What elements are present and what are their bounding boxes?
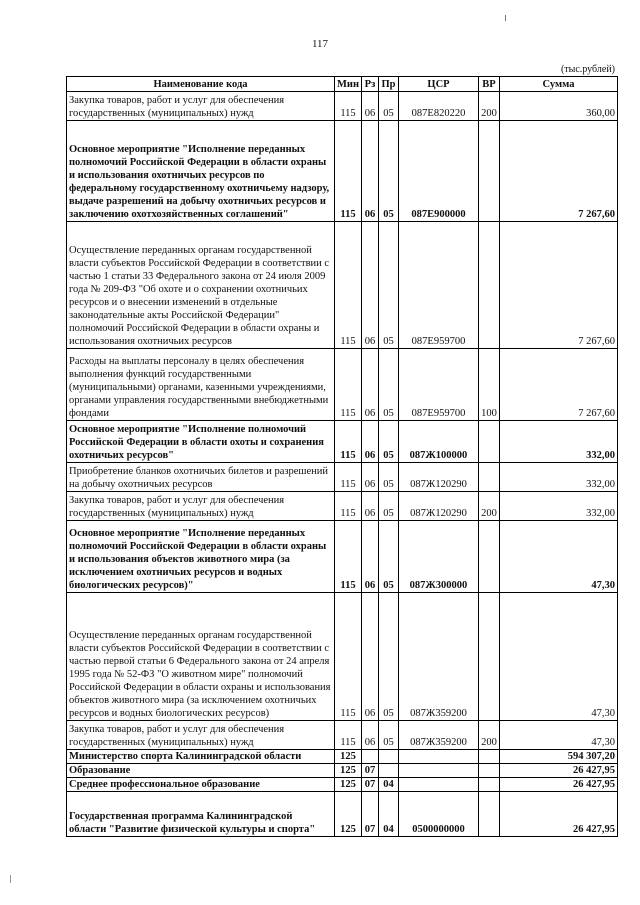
- row-csr: 087Ж359200: [399, 593, 479, 721]
- row-min: 115: [335, 492, 362, 521]
- header-vr: ВР: [479, 77, 500, 92]
- table-row: [67, 463, 618, 492]
- row-pr: 05: [379, 721, 399, 750]
- row-rz: 07: [362, 792, 379, 837]
- header-rz: Рз: [362, 77, 379, 92]
- row-csr: [399, 750, 479, 764]
- row-vr: [479, 421, 500, 463]
- row-rz: 07: [362, 764, 379, 778]
- table-row: [67, 521, 618, 593]
- scan-mark: [10, 875, 11, 883]
- row-sum: 47,30: [500, 521, 618, 593]
- row-rz: 06: [362, 593, 379, 721]
- row-sum: 7 267,60: [500, 349, 618, 421]
- row-name: Образование: [67, 764, 335, 778]
- row-min: 115: [335, 121, 362, 222]
- row-vr: 200: [479, 721, 500, 750]
- row-vr: 200: [479, 92, 500, 121]
- page-number: 117: [311, 38, 329, 50]
- row-name: Министерство спорта Калининградской области: [67, 750, 335, 764]
- row-pr: 05: [379, 521, 399, 593]
- row-csr: 087Ж120290: [399, 463, 479, 492]
- row-name: Основное мероприятие "Исполнение переданных полномочий Российской Федерации в области охраны и использования охотничьих ресурсов по федеральному государственному охотничьему надзору, выдаче разрешений на добычу охотничьих ресурсов и заключению охотхозяйственных соглашений": [67, 121, 335, 222]
- row-min: 125: [335, 750, 362, 764]
- row-sum: 332,00: [500, 492, 618, 521]
- row-sum: 47,30: [500, 721, 618, 750]
- table-row: [67, 92, 618, 121]
- row-csr: 087Ж359200: [399, 721, 479, 750]
- row-csr: 087E959700: [399, 222, 479, 349]
- row-sum: 7 267,60: [500, 222, 618, 349]
- row-name: Приобретение бланков охотничьих билетов и разрешений на добычу охотничьих ресурсов: [67, 463, 335, 492]
- row-rz: 06: [362, 421, 379, 463]
- table-row: [67, 750, 618, 764]
- row-pr: [379, 764, 399, 778]
- row-name: Осуществление переданных органам государственной власти субъектов Российской Федерации в соответствии с частью 1 статьи 33 Федерального закона от 24 июля 2009 года № 209-ФЗ "Об охоте и о сохранении охотничьих ресурсов и о внесении изменений в отдельные законодательные акты Российской Федерации" полномочий Российской Федерации в области охраны и использования охотничьих ресурсов: [67, 222, 335, 349]
- row-min: 125: [335, 778, 362, 792]
- row-pr: [379, 750, 399, 764]
- units-label: (тыс.рублей): [560, 64, 615, 75]
- row-sum: 26 427,95: [500, 778, 618, 792]
- row-vr: 200: [479, 492, 500, 521]
- row-pr: 05: [379, 92, 399, 121]
- row-sum: 594 307,20: [500, 750, 618, 764]
- row-pr: 05: [379, 421, 399, 463]
- table-header-row: [67, 77, 618, 92]
- row-rz: 06: [362, 521, 379, 593]
- row-csr: 087E900000: [399, 121, 479, 222]
- row-pr: 05: [379, 349, 399, 421]
- header-min: Мин: [335, 77, 362, 92]
- row-name: Основное мероприятие "Исполнение полномочий Российской Федерации в области охоты и сохранения охотничьих ресурсов": [67, 421, 335, 463]
- header-sum: Сумма: [500, 77, 618, 92]
- row-min: 125: [335, 792, 362, 837]
- table-row: [67, 792, 618, 837]
- row-csr: 087E820220: [399, 92, 479, 121]
- row-name: Закупка товаров, работ и услуг для обеспечения государственных (муниципальных) нужд: [67, 492, 335, 521]
- row-vr: [479, 463, 500, 492]
- table-row: [67, 222, 618, 349]
- row-min: 115: [335, 521, 362, 593]
- row-csr: 087Ж300000: [399, 521, 479, 593]
- row-csr: 087Ж100000: [399, 421, 479, 463]
- row-sum: 360,00: [500, 92, 618, 121]
- row-rz: 06: [362, 92, 379, 121]
- table-row: [67, 421, 618, 463]
- row-vr: [479, 750, 500, 764]
- table-row: [67, 121, 618, 222]
- header-pr: Пр: [379, 77, 399, 92]
- row-pr: 05: [379, 463, 399, 492]
- table-row: [67, 764, 618, 778]
- row-vr: [479, 764, 500, 778]
- row-pr: 04: [379, 778, 399, 792]
- row-rz: 06: [362, 222, 379, 349]
- row-min: 125: [335, 764, 362, 778]
- row-vr: [479, 792, 500, 837]
- row-sum: 332,00: [500, 421, 618, 463]
- row-pr: 05: [379, 121, 399, 222]
- row-vr: [479, 121, 500, 222]
- table-row: [67, 721, 618, 750]
- row-csr: 0500000000: [399, 792, 479, 837]
- table-row: [67, 349, 618, 421]
- row-pr: 05: [379, 593, 399, 721]
- row-name: Осуществление переданных органам государственной власти субъектов Российской Федерации в соответствии с частью первой статьи 6 Федерального закона от 24 апреля 1995 года № 52-ФЗ "О животном мире" полномочий Российской Федерации в области охраны и использования объектов животного мира (за исключением охотничьих ресурсов и водных биологических ресурсов): [67, 593, 335, 721]
- header-name: Наименование кода: [67, 77, 335, 92]
- row-vr: [479, 593, 500, 721]
- row-csr: 087Ж120290: [399, 492, 479, 521]
- row-rz: 07: [362, 778, 379, 792]
- row-pr: 04: [379, 792, 399, 837]
- row-min: 115: [335, 721, 362, 750]
- table-row: [67, 492, 618, 521]
- row-sum: 7 267,60: [500, 121, 618, 222]
- row-rz: 06: [362, 463, 379, 492]
- row-sum: 332,00: [500, 463, 618, 492]
- row-csr: [399, 778, 479, 792]
- row-vr: [479, 222, 500, 349]
- row-min: 115: [335, 463, 362, 492]
- budget-table: [66, 76, 618, 837]
- row-name: Закупка товаров, работ и услуг для обеспечения государственных (муниципальных) нужд: [67, 92, 335, 121]
- row-csr: [399, 764, 479, 778]
- table-row: [67, 778, 618, 792]
- row-rz: 06: [362, 349, 379, 421]
- row-vr: [479, 778, 500, 792]
- scan-mark: [505, 15, 506, 21]
- row-min: 115: [335, 92, 362, 121]
- row-name: Среднее профессиональное образование: [67, 778, 335, 792]
- row-name: Государственная программа Калининградской области "Развитие физической культуры и спорта": [67, 792, 335, 837]
- row-min: 115: [335, 421, 362, 463]
- row-sum: 26 427,95: [500, 764, 618, 778]
- row-name: Закупка товаров, работ и услуг для обеспечения государственных (муниципальных) нужд: [67, 721, 335, 750]
- row-pr: 05: [379, 222, 399, 349]
- row-min: 115: [335, 222, 362, 349]
- budget-table-wrapper: [66, 76, 618, 837]
- row-rz: 06: [362, 121, 379, 222]
- row-name: Расходы на выплаты персоналу в целях обеспечения выполнения функций государственными (муниципальными) органами, казенными учреждениями, органами управления государственными внебюджетными фондами: [67, 349, 335, 421]
- row-csr: 087E959700: [399, 349, 479, 421]
- row-sum: 26 427,95: [500, 792, 618, 837]
- row-vr: 100: [479, 349, 500, 421]
- row-rz: 06: [362, 721, 379, 750]
- row-pr: 05: [379, 492, 399, 521]
- header-csr: ЦСР: [399, 77, 479, 92]
- row-min: 115: [335, 349, 362, 421]
- row-vr: [479, 521, 500, 593]
- row-name: Основное мероприятие "Исполнение переданных полномочий Российской Федерации в области охраны и использования объектов животного мира (за исключением охотничьих ресурсов и водных биологических ресурсов)": [67, 521, 335, 593]
- row-min: 115: [335, 593, 362, 721]
- table-row: [67, 593, 618, 721]
- row-sum: 47,30: [500, 593, 618, 721]
- row-rz: [362, 750, 379, 764]
- row-rz: 06: [362, 492, 379, 521]
